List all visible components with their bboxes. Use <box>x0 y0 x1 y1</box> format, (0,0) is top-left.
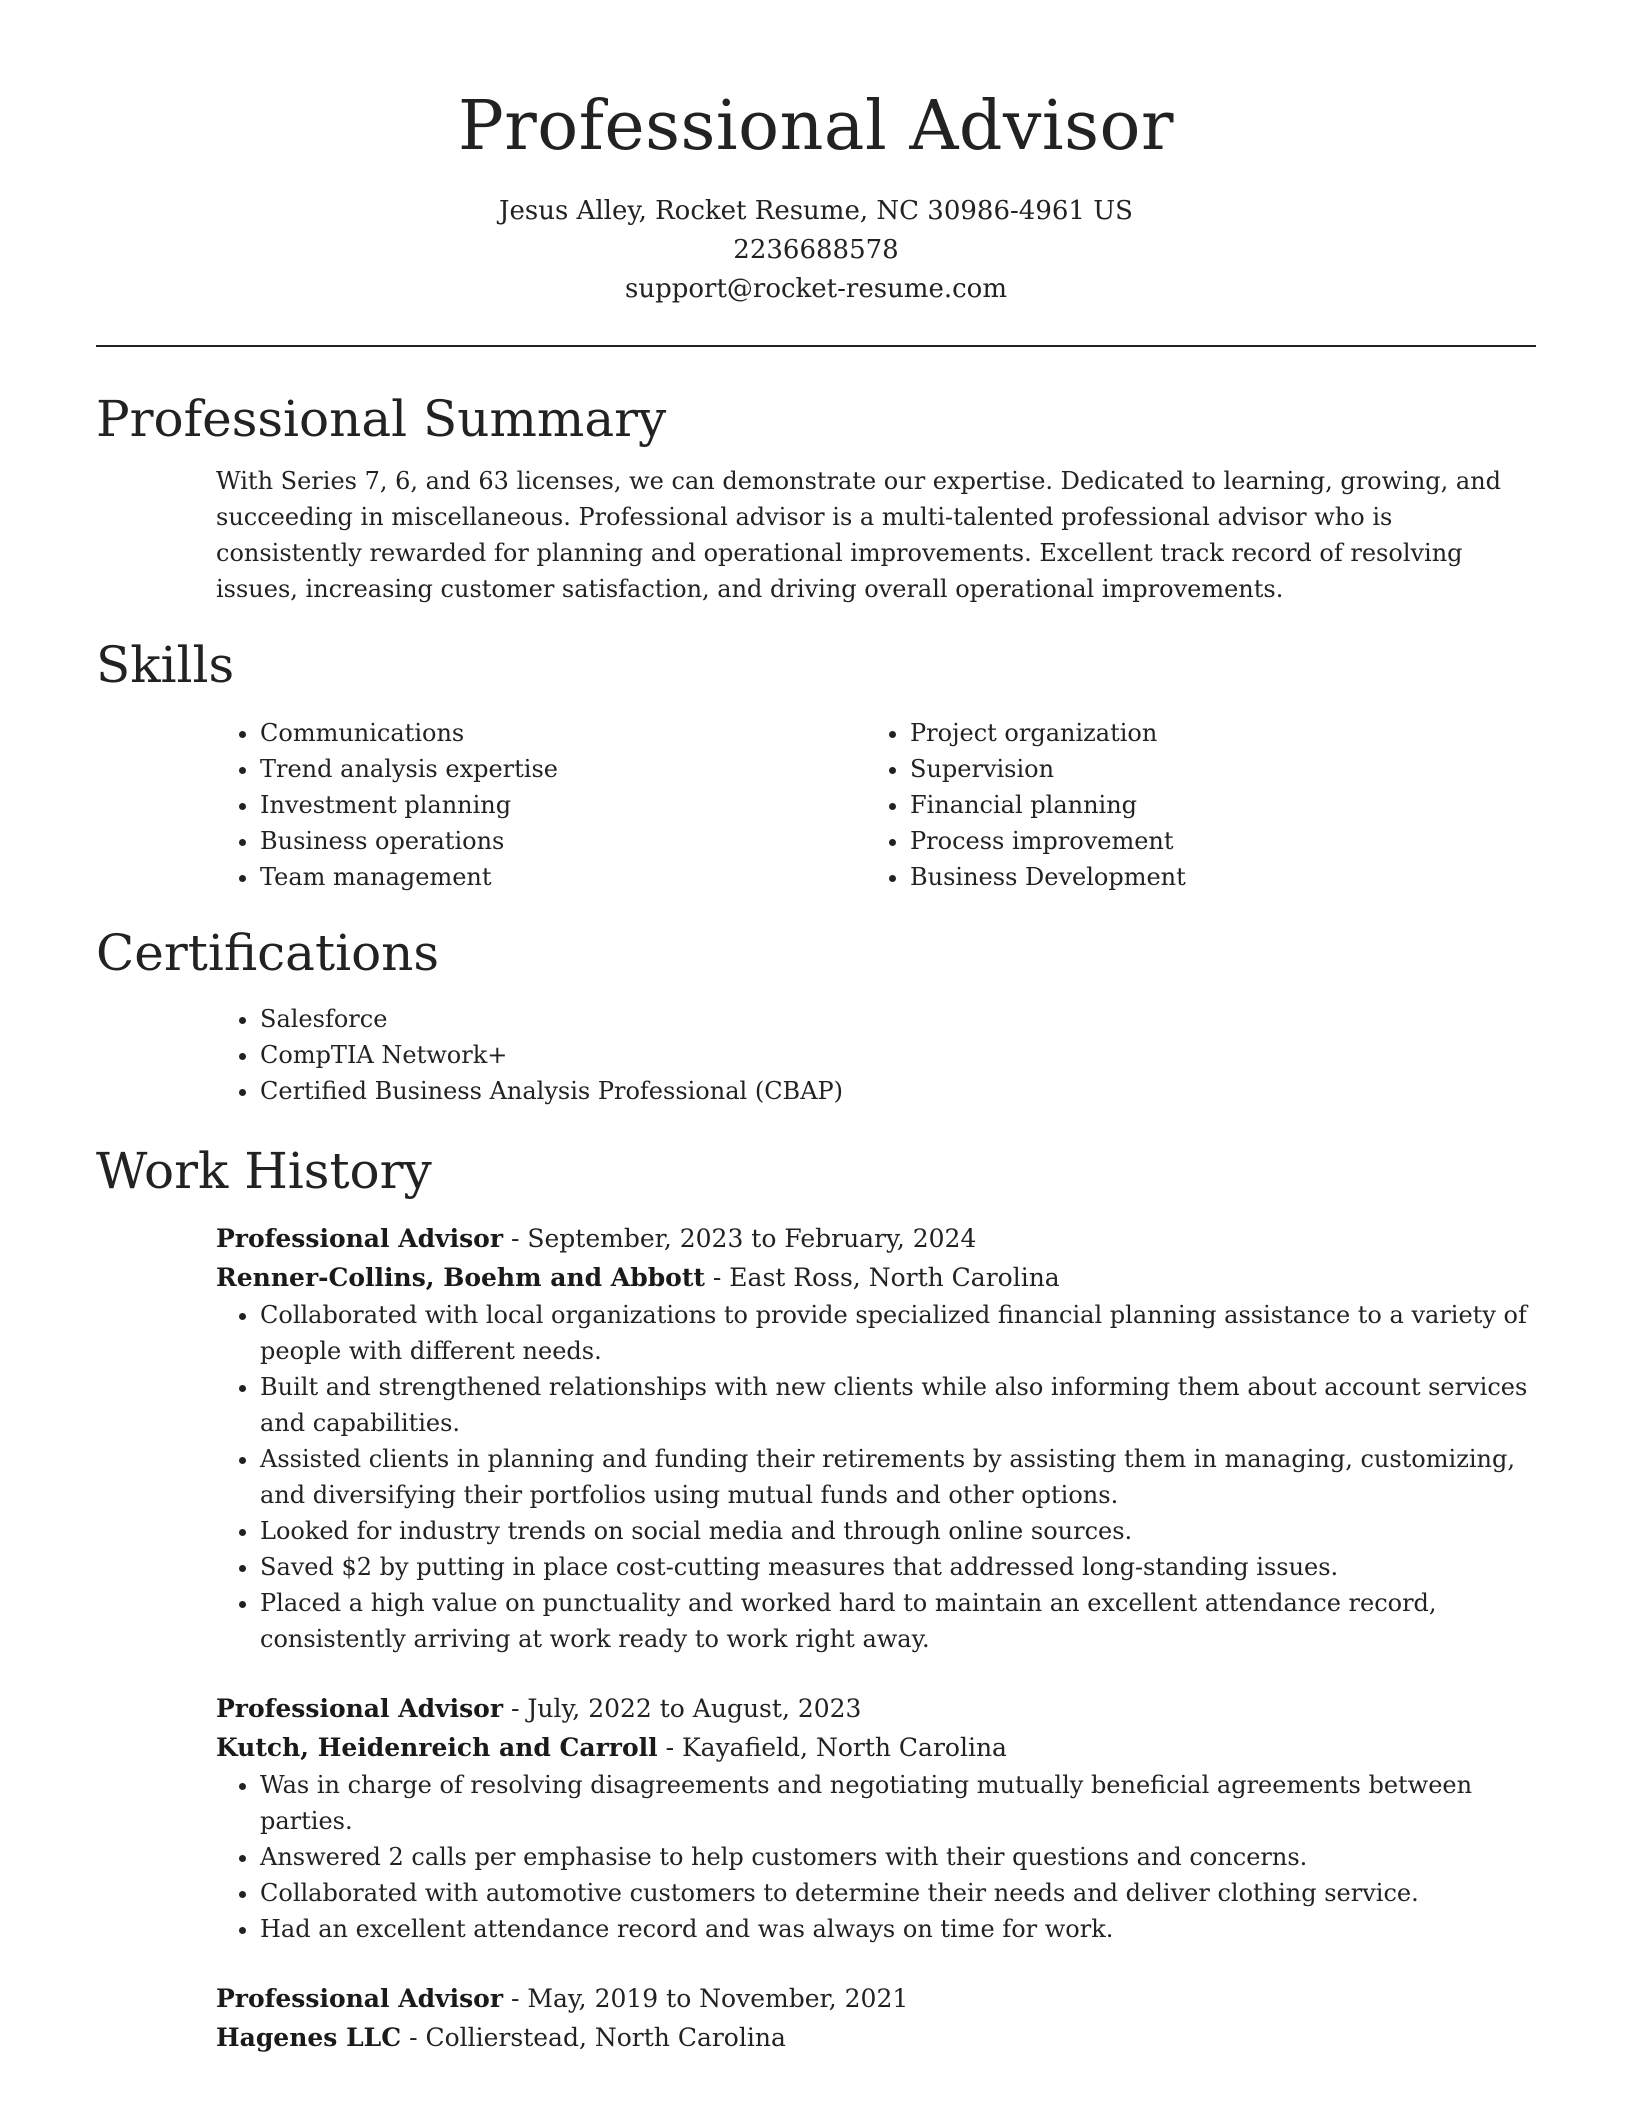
resume-header <box>96 0 1536 309</box>
job-title: Professional Advisor <box>216 1984 504 2013</box>
contact-email: support@rocket-resume.com <box>624 274 1007 304</box>
job-duty: • Had an excellent attendance record and was always on time for work. <box>260 1911 1536 1947</box>
header-divider <box>96 345 1536 347</box>
job-company-line <box>216 1258 1536 1297</box>
skill-item: • Communications <box>260 715 866 751</box>
job-company: Renner-Collins, Boehm and Abbott <box>216 1263 705 1292</box>
job-location: - East Ross, North Carolina <box>704 1263 1060 1292</box>
work-history-heading: Work History <box>96 1142 432 1200</box>
job-duty: • Built and strengthened relationships with new clients while also informing them about account services and capabilities. <box>260 1369 1536 1441</box>
job-duty: • Collaborated with automotive customers to determine their needs and deliver clothing service. <box>260 1875 1536 1911</box>
job-dates: - July, 2022 to August, 2023 <box>503 1694 862 1723</box>
job-duty: • Collaborated with local organizations to provide specialized financial planning assistance to a variety of people with different needs. <box>260 1297 1536 1369</box>
skills-column-left <box>216 715 866 895</box>
summary-heading: Professional Summary <box>96 390 667 448</box>
skill-item: • Team management <box>260 859 866 895</box>
skill-item: • Supervision <box>910 751 1516 787</box>
skill-item: • Financial planning <box>910 787 1516 823</box>
contact-address: Jesus Alley, Rocket Resume, NC 30986-4961 US <box>499 196 1133 226</box>
contact-phone: 2236688578 <box>733 235 899 265</box>
job-duty: • Placed a high value on punctuality and worked hard to maintain an excellent attendance record, consistently arriving at work ready to work right away. <box>260 1585 1536 1657</box>
job-company: Hagenes LLC <box>216 2023 402 2052</box>
job-title: Professional Advisor <box>216 1224 504 1253</box>
certification-item: • Certified Business Analysis Professional (CBAP) <box>260 1073 1536 1109</box>
summary-text: With Series 7, 6, and 63 licenses, we can demonstrate our expertise. Dedicated to learning, growing, and succeeding in miscellaneous. Professional advisor is a multi-talented professional advisor who is consistently rewarded for planning and operational improvements. Excellent track record of resolving issues, increasing customer satisfaction, and driving overall operational improvements. <box>216 467 1502 603</box>
job-location: - Kayafield, North Carolina <box>657 1733 1007 1762</box>
skills-list <box>216 715 1536 895</box>
job-dates: - September, 2023 to February, 2024 <box>503 1224 977 1253</box>
job-title-line <box>216 1689 1536 1728</box>
job-duty: • Saved $2 by putting in place cost-cutting measures that addressed long-standing issues. <box>260 1549 1536 1585</box>
skill-item: • Business Development <box>910 859 1516 895</box>
job-duty: • Answered 2 calls per emphasise to help customers with their questions and concerns. <box>260 1839 1536 1875</box>
job-entry <box>216 1979 1536 2057</box>
skill-item: • Trend analysis expertise <box>260 751 866 787</box>
job-duty: • Was in charge of resolving disagreements and negotiating mutually beneficial agreements between parties. <box>260 1767 1536 1839</box>
skill-item: • Business operations <box>260 823 866 859</box>
resume-page <box>96 0 1536 2057</box>
job-duty: • Looked for industry trends on social media and through online sources. <box>260 1513 1536 1549</box>
job-duties <box>216 1297 1536 1657</box>
certification-item: • CompTIA Network+ <box>260 1037 1536 1073</box>
job-duty: • Assisted clients in planning and funding their retirements by assisting them in managing, customizing, and diversifying their portfolios using mutual funds and other options. <box>260 1441 1536 1513</box>
job-duties <box>216 1767 1536 1947</box>
skills-heading: Skills <box>96 636 235 694</box>
skill-item: • Project organization <box>910 715 1516 751</box>
skill-item: • Investment planning <box>260 787 866 823</box>
certifications-heading: Certifications <box>96 924 440 982</box>
job-title-line <box>216 1979 1536 2018</box>
job-title-line <box>216 1219 1536 1258</box>
skill-item: • Process improvement <box>910 823 1516 859</box>
job-company: Kutch, Heidenreich and Carroll <box>216 1733 658 1762</box>
job-entry <box>216 1219 1536 1657</box>
job-title: Professional Advisor <box>216 1694 504 1723</box>
job-location: - Collierstead, North Carolina <box>401 2023 786 2052</box>
contact-info <box>96 192 1536 309</box>
job-entry <box>216 1689 1536 1947</box>
certification-item: • Salesforce <box>260 1001 1536 1037</box>
job-company-line <box>216 1728 1536 1767</box>
skills-column-right <box>866 715 1516 895</box>
job-company-line <box>216 2018 1536 2057</box>
certifications-list <box>216 1001 1536 1109</box>
candidate-name: Professional Advisor <box>458 87 1174 166</box>
job-dates: - May, 2019 to November, 2021 <box>503 1984 909 2013</box>
